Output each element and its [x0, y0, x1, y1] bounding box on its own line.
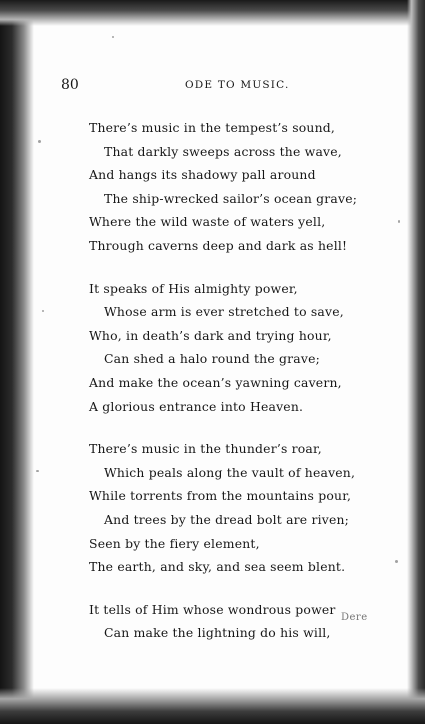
- page-number: 80: [61, 77, 79, 93]
- poem-line: And hangs its shadowy pall around: [89, 167, 316, 183]
- poem-line: And trees by the dread bolt are riven;: [104, 511, 350, 527]
- poem-line: There’s music in the tempest’s sound,: [89, 120, 336, 135]
- poem-line: It speaks of His almighty power,: [89, 280, 298, 296]
- margin-note: Dere: [341, 612, 368, 623]
- poem-line: Seen by the fiery element,: [89, 535, 260, 551]
- poem-line: Through caverns deep and dark as hell!: [89, 237, 348, 253]
- poem-line: While torrents from the mountains pour,: [89, 488, 352, 504]
- running-title: ODE TO MUSIC.: [185, 79, 290, 91]
- poem-line: Whose arm is ever stretched to save,: [104, 304, 344, 320]
- poem-line: The earth, and sky, and sea seem blent.: [89, 559, 346, 575]
- scan-speckle: [112, 36, 114, 38]
- poem-body: [0, 116, 425, 664]
- poem-line: That darkly sweeps across the wave,: [104, 143, 342, 159]
- poem-line: There’s music in the thunder’s roar,: [89, 441, 322, 457]
- poem-line: The ship-wrecked sailor’s ocean grave;: [104, 190, 358, 206]
- poem-line: It tells of Him whose wondrous power: [89, 601, 336, 617]
- stanza-1: [0, 116, 425, 258]
- poem-line: A glorious entrance into Heaven.: [89, 398, 304, 414]
- stanza-2: [0, 277, 425, 419]
- poem-line: Which peals along the vault of heaven,: [104, 464, 356, 480]
- page-header: [0, 77, 425, 97]
- poem-line: Can make the lightning do his will,: [104, 625, 331, 641]
- scan-edge-top: [0, 0, 425, 26]
- poem-line: Can shed a halo round the grave;: [104, 351, 320, 367]
- scan-edge-bottom: [0, 688, 425, 724]
- poem-line: Where the wild waste of waters yell,: [89, 214, 326, 230]
- poem-line: Who, in death’s dark and trying hour,: [89, 327, 332, 343]
- stanza-3: [0, 437, 425, 579]
- poem-line: And make the ocean’s yawning cavern,: [89, 374, 342, 390]
